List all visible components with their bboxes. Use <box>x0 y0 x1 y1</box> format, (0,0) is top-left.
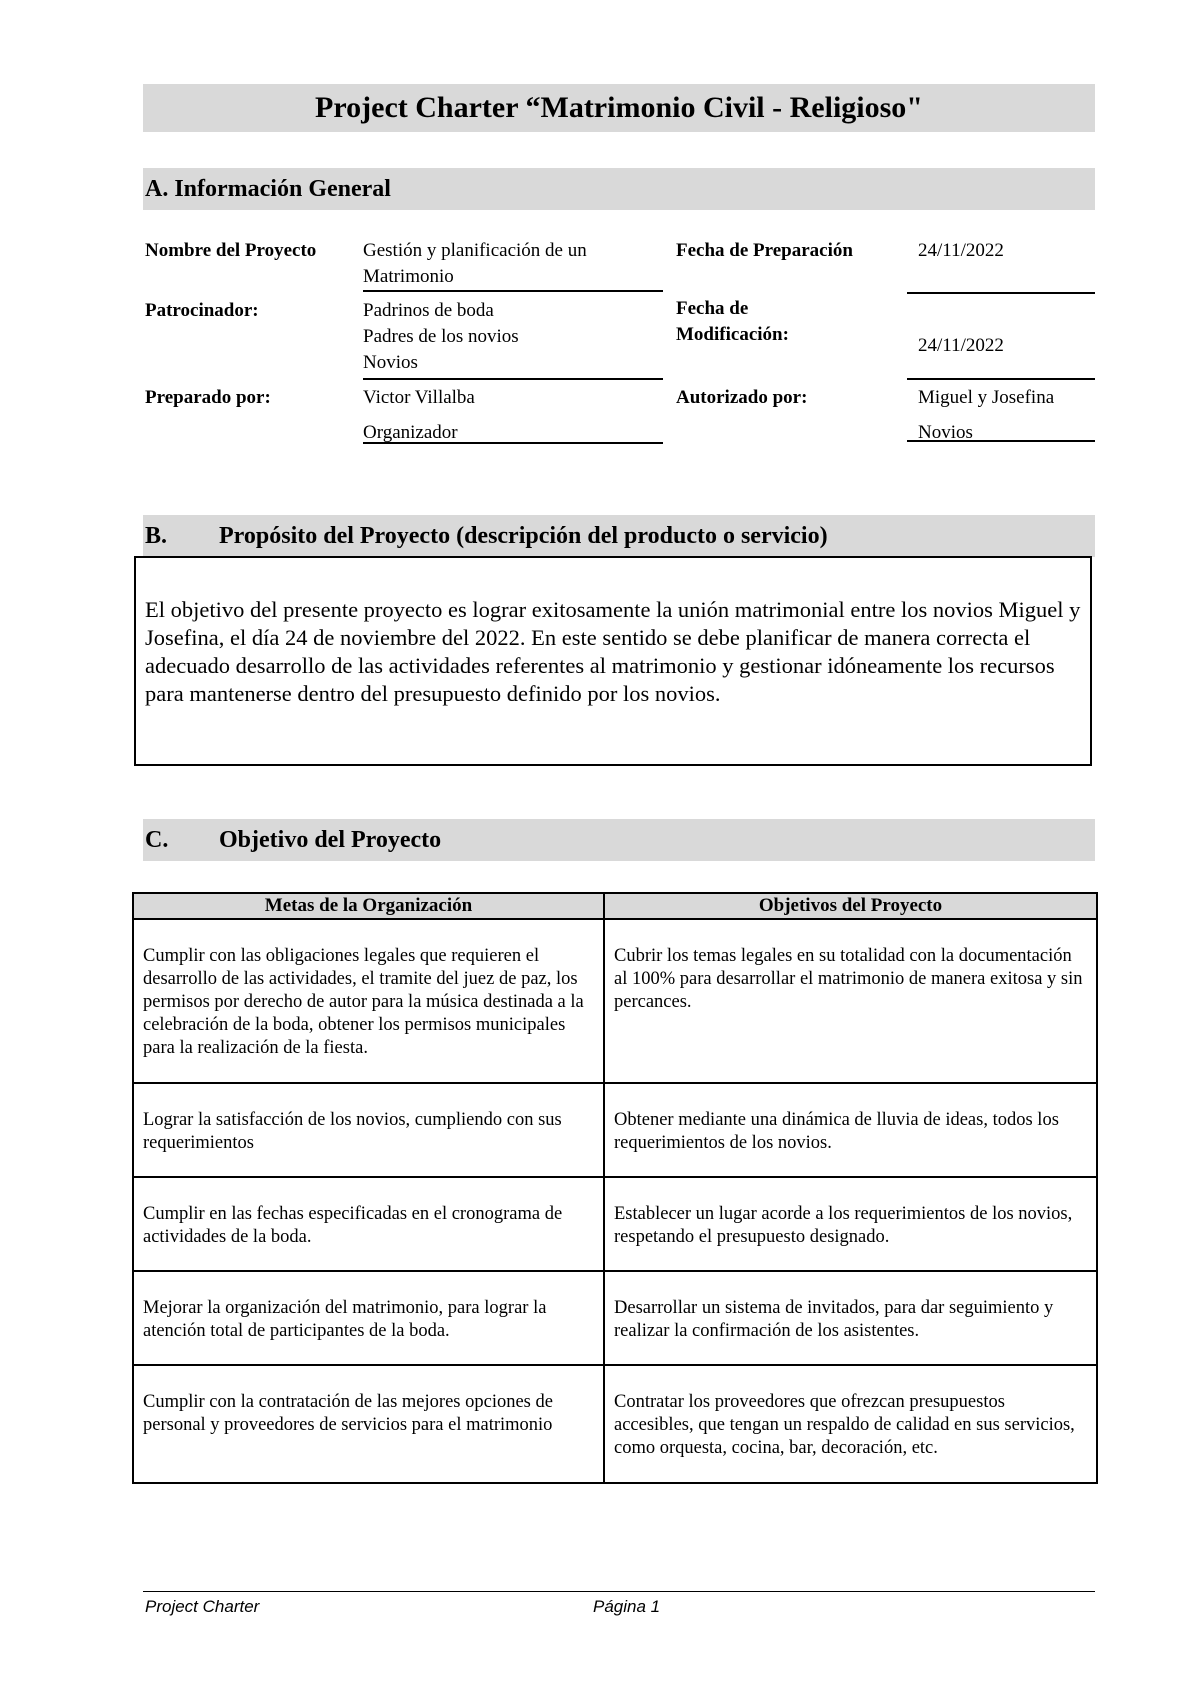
document-title <box>143 84 1095 132</box>
autorizado-por-value <box>907 380 1095 442</box>
meta-cell: Cumplir en las fechas especificadas en el cronograma de actividades de la boda. <box>133 1177 604 1271</box>
autorizado-por-line: Miguel y Josefina <box>918 387 1055 408</box>
patrocinador-label: Patrocinador: <box>145 300 259 321</box>
table-row <box>133 1365 1097 1483</box>
patrocinador-value <box>363 298 663 380</box>
autorizado-por-line: Novios <box>918 422 973 443</box>
fecha-preparacion-underline <box>907 292 1095 294</box>
column-header-metas: Metas de la Organización <box>133 893 604 919</box>
meta-cell: Cumplir con la contratación de las mejores opciones de personal y proveedores de servicios para el matrimonio <box>133 1365 604 1483</box>
section-c-letter: C. <box>145 826 169 853</box>
table-row <box>133 919 1097 1083</box>
section-c-heading <box>143 819 1095 861</box>
patrocinador-line: Novios <box>363 352 418 373</box>
section-b-heading <box>143 515 1095 557</box>
patrocinador-line: Padrinos de boda <box>363 300 494 321</box>
table-row <box>133 1271 1097 1365</box>
nombre-proyecto-label: Nombre del Proyecto <box>145 240 317 261</box>
preparado-por-line: Victor Villalba <box>363 387 475 408</box>
fecha-modificacion-value: 24/11/2022 <box>918 335 1004 356</box>
purpose-text: El objetivo del presente proyecto es lograr exitosamente la unión matrimonial entre los novios Miguel y Josefina, el día 24 de noviembre del 2022. En este sentido se debe planificar de manera correcta el adecuado desarrollo de las actividades referentes al matrimonio y gestionar idóneamente los recursos para mantenerse dentro del presupuesto definido por los novios. <box>145 597 1081 706</box>
patrocinador-line: Padres de los novios <box>363 326 519 347</box>
nombre-proyecto-value: Gestión y planificación de un Matrimonio <box>363 238 663 292</box>
goals-table <box>132 892 1098 1484</box>
preparado-por-label: Preparado por: <box>145 387 271 408</box>
meta-cell: Cumplir con las obligaciones legales que requieren el desarrollo de las actividades, el tramite del juez de paz, los permisos por derecho de autor para la música destinada a la celebración de la boda, obtener los permisos municipales para la realización de la fiesta. <box>133 919 604 1083</box>
preparado-por-value <box>363 380 663 444</box>
column-header-objetivos: Objetivos del Proyecto <box>604 893 1097 919</box>
footer-divider <box>143 1591 1095 1592</box>
section-b-heading-text: Propósito del Proyecto (descripción del producto o servicio) <box>219 522 828 549</box>
section-c-heading-text: Objetivo del Proyecto <box>219 826 442 853</box>
document-title-text: Project Charter “Matrimonio Civil - Religioso" <box>315 91 923 124</box>
objetivo-cell: Cubrir los temas legales en su totalidad con la documentación al 100% para desarrollar el matrimonio de manera exitosa y sin percances. <box>604 919 1097 1083</box>
meta-cell: Lograr la satisfacción de los novios, cumpliendo con sus requerimientos <box>133 1083 604 1177</box>
objetivo-cell: Obtener mediante una dinámica de lluvia de ideas, todos los requerimientos de los novios. <box>604 1083 1097 1177</box>
autorizado-por-label: Autorizado por: <box>676 387 808 408</box>
purpose-box <box>134 556 1092 766</box>
meta-cell: Mejorar la organización del matrimonio, para lograr la atención total de participantes de la boda. <box>133 1271 604 1365</box>
section-a-heading-text: A. Información General <box>145 175 391 202</box>
objetivo-cell: Contratar los proveedores que ofrezcan presupuestos accesibles, que tengan un respaldo de calidad en sus servicios, como orquesta, cocina, bar, decoración, etc. <box>604 1365 1097 1483</box>
fecha-preparacion-label: Fecha de Preparación <box>676 240 853 261</box>
table-row <box>133 1083 1097 1177</box>
preparado-por-line: Organizador <box>363 422 458 443</box>
objetivo-cell: Desarrollar un sistema de invitados, para dar seguimiento y realizar la confirmación de los asistentes. <box>604 1271 1097 1365</box>
table-row <box>133 1177 1097 1271</box>
objetivo-cell: Establecer un lugar acorde a los requerimientos de los novios, respetando el presupuesto designado. <box>604 1177 1097 1271</box>
section-a-heading <box>143 168 1095 210</box>
footer-page-number: Página 1 <box>593 1597 661 1616</box>
goals-table-header-row <box>133 893 1097 919</box>
footer-left: Project Charter <box>145 1597 260 1616</box>
fecha-preparacion-value: 24/11/2022 <box>918 240 1004 261</box>
section-b-letter: B. <box>145 522 168 549</box>
fecha-modificacion-label: Fecha de Modificación: <box>676 298 789 345</box>
